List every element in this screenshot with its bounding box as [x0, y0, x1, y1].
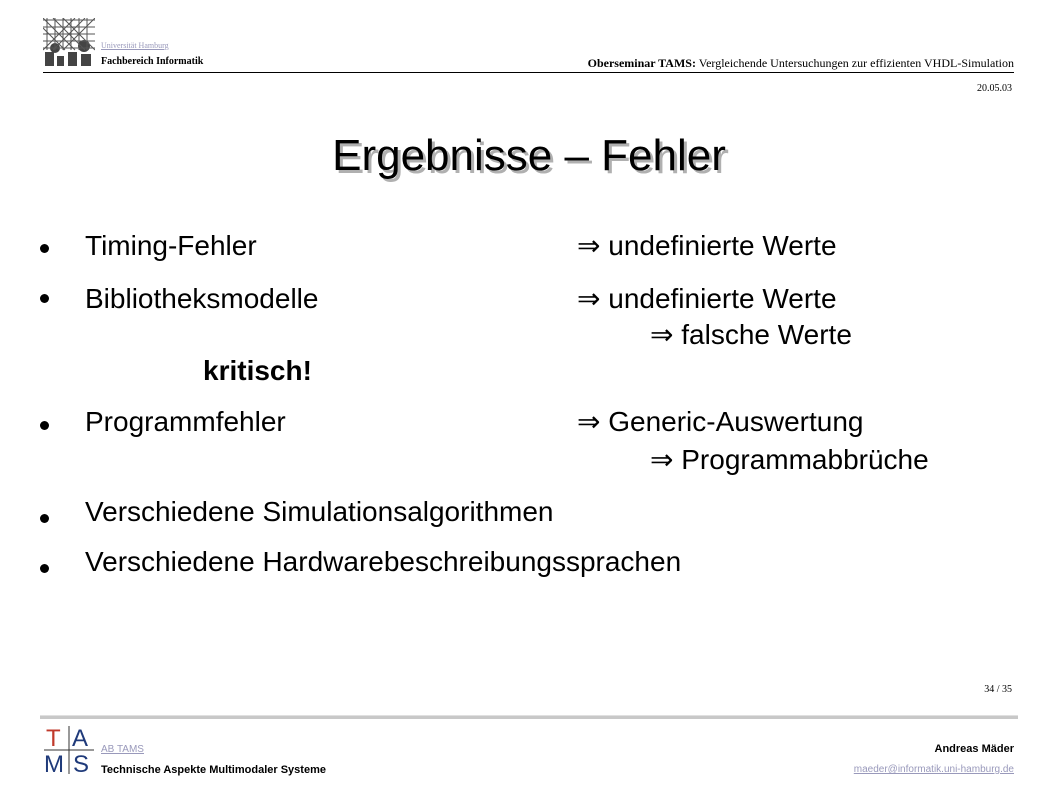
author-name: Andreas Mäder: [934, 743, 1014, 755]
tams-logo-icon: [42, 724, 96, 776]
slide-date: 20.05.03: [977, 83, 1012, 94]
item-text: Verschiedene Hardwarebeschreibungssprachen: [85, 546, 682, 577]
department-label: Fachbereich Informatik: [101, 56, 204, 67]
slide-title: Ergebnisse – Fehler: [332, 131, 726, 180]
group-name: Technische Aspekte Multimodaler Systeme: [101, 764, 326, 776]
seminar-subtitle: Vergleichende Untersuchungen zur effizienten VHDL-Simulation: [698, 56, 1014, 70]
bullet-icon: [40, 564, 49, 573]
item-text: Timing-Fehler: [85, 230, 257, 261]
author-email-link[interactable]: maeder@informatik.uni-hamburg.de: [853, 764, 1014, 775]
bullet-icon: [40, 421, 49, 430]
page-number: 34 / 35: [984, 684, 1012, 695]
svg-text:S: S: [73, 751, 90, 776]
item-result: ⇒ Generic-Auswertung: [577, 406, 864, 437]
university-link[interactable]: Universität Hamburg: [101, 41, 169, 50]
seminar-prefix: Oberseminar TAMS:: [587, 56, 696, 70]
bullet-icon: [40, 244, 49, 253]
footer-divider: [40, 715, 1018, 719]
svg-text:A: A: [72, 725, 89, 752]
university-logo-icon: [43, 18, 95, 68]
item-result: ⇒ undefinierte Werte: [577, 230, 837, 261]
group-link[interactable]: AB TAMS: [101, 744, 144, 755]
bullet-icon: [40, 514, 49, 523]
header-divider: [43, 72, 1014, 73]
item-result: ⇒ undefinierte Werte: [577, 283, 837, 314]
item-sub-result: ⇒ Programmabbrüche: [650, 444, 929, 475]
item-text: Programmfehler: [85, 406, 286, 437]
svg-text:M: M: [44, 751, 64, 776]
critical-note: kritisch!: [203, 355, 312, 386]
seminar-title: [588, 56, 1014, 71]
svg-text:T: T: [46, 725, 61, 752]
item-text: Bibliotheksmodelle: [85, 283, 319, 314]
bullet-icon: [40, 294, 49, 303]
item-text: Verschiedene Simulationsalgorithmen: [85, 496, 554, 527]
item-sub-result: ⇒ falsche Werte: [650, 319, 852, 350]
